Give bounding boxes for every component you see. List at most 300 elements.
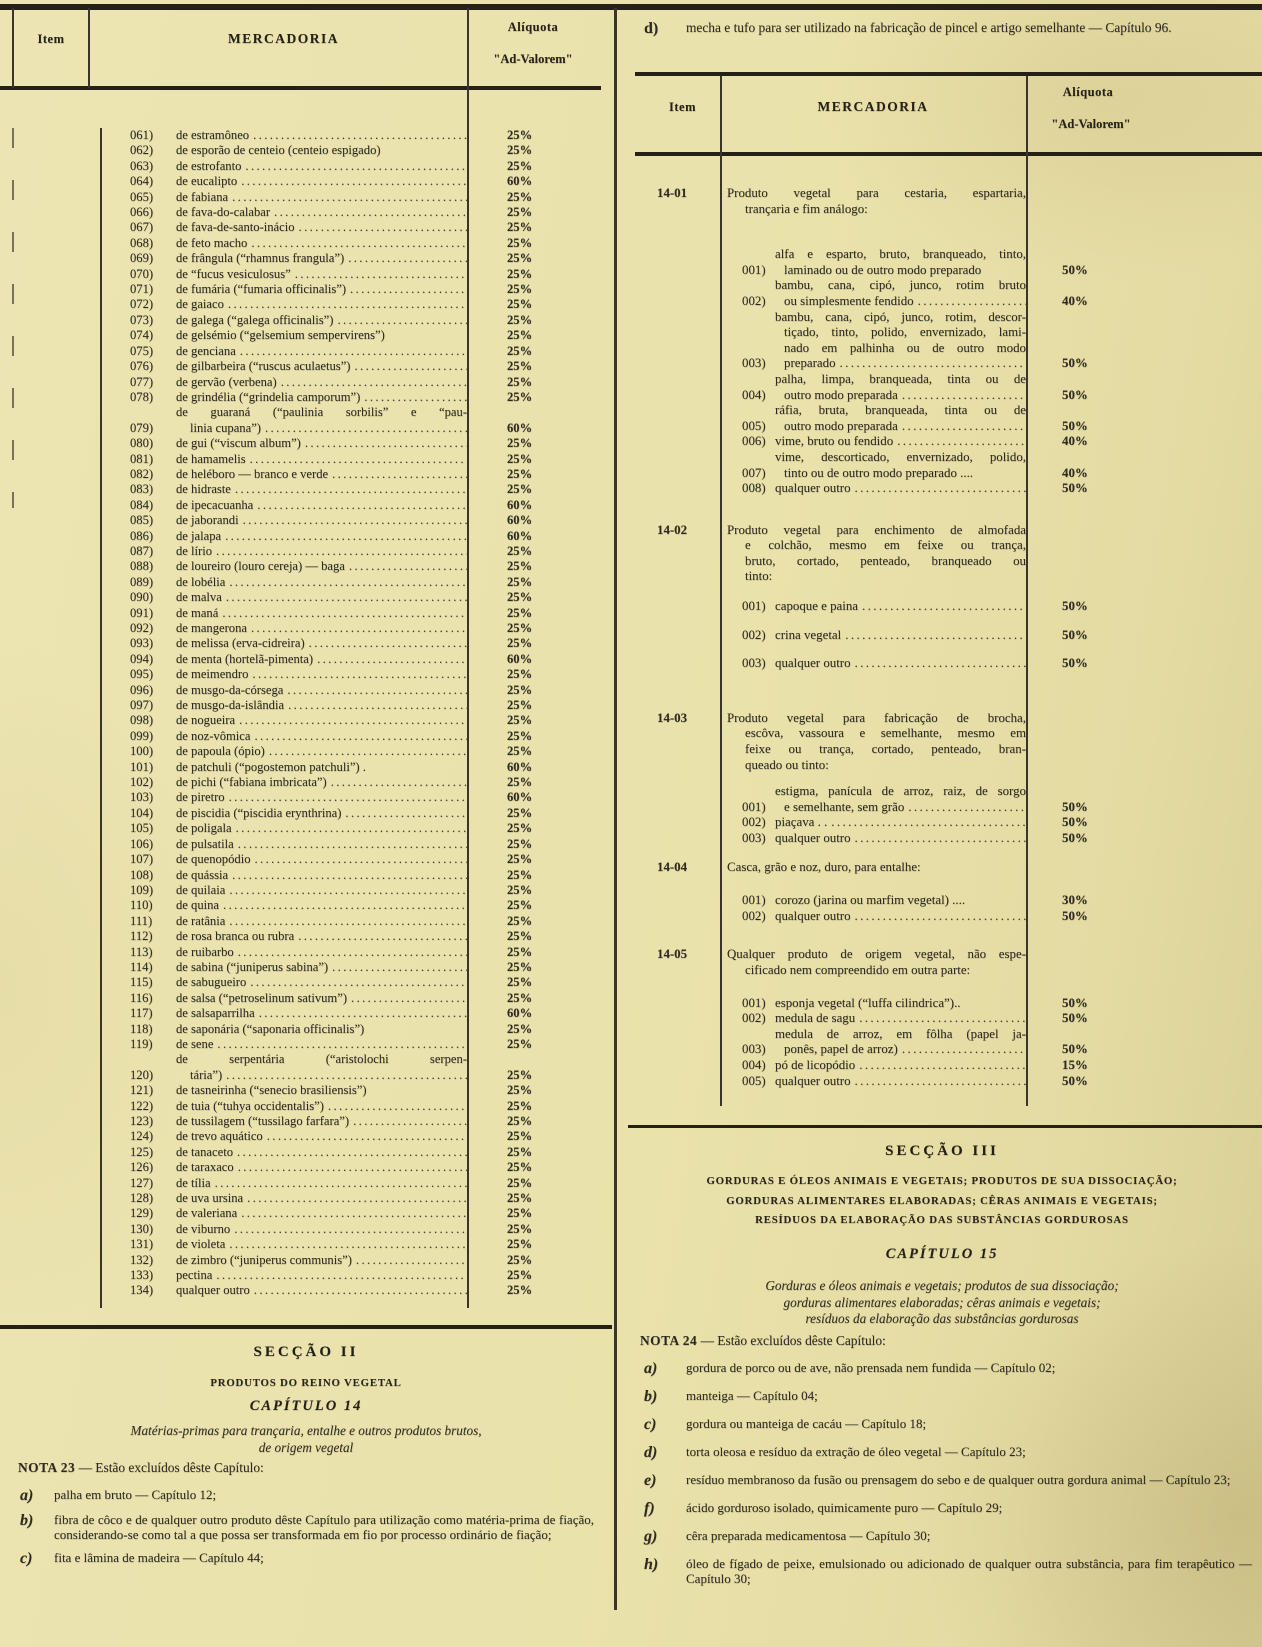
row-number: 078) (130, 389, 154, 404)
row-label-line1: de guaraná (“paulinia sorbilis” e “pau- (176, 405, 467, 420)
row-rate: 25% (507, 1067, 533, 1082)
row-label-text: de melissa (erva-cidreira) (176, 636, 305, 651)
row-label-text: de mangerona (176, 621, 247, 635)
row-number: 131) (130, 1237, 154, 1252)
row-number: 110) (130, 898, 153, 913)
row-label (176, 1237, 467, 1252)
row-label-text: tária”) (190, 1067, 223, 1082)
table-row (100, 575, 597, 590)
row-label (176, 883, 467, 898)
table-row (100, 390, 597, 405)
row-label (176, 205, 467, 220)
row-rate: 25% (507, 605, 533, 620)
row-rate: 25% (507, 698, 533, 713)
row-label (775, 1011, 1026, 1027)
row-label-text: de tanaceto (176, 1144, 233, 1159)
row-label-line (176, 991, 467, 1006)
row-label-line (176, 159, 467, 174)
row-label-line (775, 1011, 1026, 1027)
row-label-text: de frângula (“rhamnus frangula”) (176, 251, 345, 266)
row-label-text: de hamamelis (176, 451, 246, 466)
row-label-text: de gervão (verbena) (176, 374, 277, 389)
row-label-text: qualquer outro (775, 831, 851, 845)
table-row (100, 1099, 597, 1114)
row-rate: 60% (507, 790, 533, 805)
rule-left-header-bottom (0, 86, 601, 90)
row-label (176, 1114, 467, 1129)
table-row (100, 1114, 597, 1129)
row-label-text: de piscidia (“piscidia erynthrina) (176, 805, 342, 820)
row-label (176, 159, 467, 174)
row-label (176, 636, 467, 651)
row-label-text: de papoula (ópio) (176, 744, 265, 759)
row-rate: 25% (507, 836, 533, 851)
description-line: Produto vegetal para fabricação de brocha, (727, 710, 1026, 725)
right-header-mercadoria: MERCADORIA (817, 99, 929, 114)
section2-title: SECÇÃO II (253, 1344, 359, 1360)
row-label-text: de patchuli (“pogostemon patchuli”) . (176, 759, 366, 774)
table-row (727, 1027, 1262, 1058)
row-label-text: de piretro (176, 790, 225, 805)
rule-top (0, 4, 1262, 10)
row-rate: 25% (507, 882, 533, 897)
dot-leader (277, 375, 467, 390)
row-rate: 50% (1062, 387, 1088, 402)
tariff-group (635, 186, 1262, 497)
row-rate: 25% (507, 1221, 533, 1236)
row-label-line (176, 375, 467, 390)
row-label-text: e semelhante, sem grão (784, 799, 905, 814)
nota24-text: — Estão excluídos dêste Capítulo: (700, 1333, 886, 1348)
row-label (176, 729, 467, 744)
left-header-mercadoria: MERCADORIA (228, 31, 339, 46)
row-label (176, 313, 467, 328)
note-letter: b) (644, 1388, 658, 1405)
row-number: 070) (130, 266, 154, 281)
row-label (176, 1222, 467, 1237)
dot-leader (851, 481, 1026, 497)
table-row (100, 344, 597, 359)
row-label-text: medula de sagu (775, 1011, 856, 1026)
row-number: 119) (130, 1036, 153, 1051)
row-label (176, 1253, 467, 1268)
dot-leader (234, 837, 467, 852)
row-rate: 50% (1062, 418, 1088, 433)
row-number: 003) (742, 831, 766, 845)
row-rate: 25% (507, 343, 533, 358)
row-label (176, 1099, 467, 1114)
row-label-line2 (176, 421, 467, 436)
note-text: manteiga — Capítulo 04; (686, 1388, 818, 1403)
dot-leader (261, 421, 467, 436)
dot-leader (233, 1145, 467, 1160)
row-rate: 25% (507, 621, 533, 635)
row-number: 064) (130, 174, 154, 189)
right-table-body (635, 186, 1262, 1115)
dot-leader (341, 806, 467, 821)
table-row (100, 1160, 597, 1175)
dot-leader (350, 359, 467, 374)
row-label-line (176, 1022, 467, 1037)
row-rate: 50% (1062, 656, 1088, 671)
row-label-text: de pulsatila (176, 836, 234, 851)
dot-leader (328, 960, 467, 975)
row-rate: 25% (507, 744, 533, 759)
row-label (176, 975, 467, 990)
row-label (775, 656, 1026, 672)
note-text: palha em bruto — Capítulo 12; (54, 1487, 217, 1502)
group-item-code: 14-05 (657, 947, 688, 962)
table-row (100, 760, 597, 775)
dot-leader (333, 313, 467, 328)
row-label (176, 652, 467, 667)
row-number: 129) (130, 1206, 154, 1221)
description-line: Produto vegetal para enchimento de almofada (727, 522, 1026, 537)
note-item (640, 1444, 1252, 1462)
table-row (727, 403, 1262, 434)
row-label (176, 1160, 467, 1175)
row-label-line (176, 636, 467, 651)
note-letter: d) (644, 1444, 658, 1461)
table-row (100, 790, 597, 805)
row-number: 002) (742, 815, 766, 830)
row-label-line (775, 996, 1026, 1012)
row-number: 002) (742, 627, 766, 642)
row-label-text: de noz-vômica (176, 728, 251, 743)
row-rate: 25% (507, 574, 533, 589)
row-label-text: crina vegetal (775, 627, 842, 642)
table-row (100, 328, 597, 343)
row-number: 093) (130, 636, 154, 651)
row-rate: 25% (507, 852, 533, 867)
row-label-text: de salsa (“petroselinum sativum”) (176, 990, 348, 1005)
row-rate: 25% (507, 297, 533, 312)
row-label (775, 1074, 1026, 1090)
row-label (176, 513, 467, 528)
row-number: 111) (130, 913, 153, 928)
row-number: 104) (130, 805, 154, 820)
row-rate: 25% (507, 559, 533, 574)
subtitle-line: gorduras alimentares elaboradas; cêras animais e vegetais; (783, 1294, 1101, 1310)
row-rate: 50% (1062, 995, 1088, 1010)
row-label (176, 760, 467, 775)
table-row (100, 1253, 597, 1268)
left-header-item: Item (37, 32, 65, 46)
row-label-text: de sene (176, 1036, 214, 1051)
row-label (176, 467, 467, 482)
group-item-code: 14-02 (657, 522, 688, 537)
row-label (176, 282, 467, 297)
group-description (727, 711, 1026, 773)
row-number: 090) (130, 590, 154, 605)
row-rate: 25% (507, 328, 533, 343)
note-letter: c) (644, 1416, 657, 1433)
row-label-line (176, 760, 467, 775)
row-label-line (176, 975, 467, 990)
table-row (100, 852, 597, 867)
dot-leader (851, 909, 1026, 925)
description-line: feixe ou trança, cortado, penteado, bran- (745, 742, 1026, 757)
row-label-line (176, 868, 467, 883)
dot-leader (251, 852, 468, 867)
note-letter: d) (644, 20, 659, 37)
row-label-text: corozo (jarina ou marfim vegetal) .... (775, 893, 966, 908)
row-rate: 50% (1062, 1073, 1088, 1088)
row-number: 124) (130, 1129, 154, 1144)
row-label-line: bambu, cana, cipó, junco, rotim bruto (775, 278, 1026, 293)
note-letter: f) (644, 1500, 655, 1517)
row-label-text: qualquer outro (775, 656, 851, 671)
table-row (100, 1283, 597, 1298)
row-rate: 25% (507, 128, 533, 142)
row-label-text: qualquer outro (176, 1283, 250, 1298)
table-row (100, 729, 597, 744)
table-row (100, 359, 597, 374)
description-line: e colchão, mesmo em feixe ou trança, (745, 538, 1026, 553)
row-label-line (176, 205, 467, 220)
table-row (100, 683, 597, 698)
row-label-text: de valeriana (176, 1206, 238, 1221)
row-label-line (176, 190, 467, 205)
row-label-text: de tasneirinha (“senecio brasiliensis”) (176, 1083, 367, 1098)
dot-leader (283, 683, 467, 698)
row-rate: 25% (507, 282, 533, 297)
row-label-line: medula de arroz, em fôlha (papel ja- (775, 1026, 1026, 1041)
right-header-item: Item (669, 100, 696, 114)
row-number: 003) (742, 1042, 766, 1057)
row-label-line: alfa e esparto, bruto, branqueado, tinto, (775, 247, 1026, 262)
row-label-text: de violeta (176, 1237, 226, 1252)
table-row (100, 205, 597, 220)
table-row (100, 775, 597, 790)
table-row (100, 1268, 597, 1283)
row-label-line (176, 729, 467, 744)
table-row (727, 278, 1262, 309)
row-label-line (775, 893, 1026, 909)
dot-leader (228, 868, 467, 883)
row-label-text: pó de licopódio (775, 1057, 856, 1072)
row-label (176, 945, 467, 960)
rule-right-header-bottom (635, 152, 1262, 156)
row-number: 061) (130, 128, 154, 142)
table-row (727, 784, 1262, 815)
note-item (640, 1528, 1252, 1546)
row-label-line (775, 388, 1026, 404)
row-label (775, 372, 1026, 403)
row-rate: 25% (507, 590, 533, 605)
row-label-line (176, 1268, 467, 1283)
row-label-line (176, 590, 467, 605)
row-label-line (176, 914, 467, 929)
row-label (176, 436, 467, 451)
row-rate: 25% (507, 1083, 533, 1098)
row-number: 105) (130, 821, 154, 836)
row-label (176, 1037, 467, 1052)
row-number: 116) (130, 990, 153, 1005)
row-rate: 50% (1062, 799, 1088, 814)
row-number: 120) (130, 1067, 154, 1082)
row-label-text: de gui (“viscum album”) (176, 436, 301, 451)
row-rate: 60% (507, 420, 533, 435)
row-label-line (176, 1037, 467, 1052)
description-line: trançaria e fim análogo: (745, 201, 868, 216)
row-number: 115) (130, 975, 153, 990)
row-number: 133) (130, 1268, 154, 1283)
row-label (176, 1191, 467, 1206)
row-number: 128) (130, 1191, 154, 1206)
dot-leader (231, 482, 467, 497)
row-rate: 25% (507, 821, 533, 836)
note-letter: c) (20, 1549, 33, 1567)
row-label-line (775, 831, 1026, 847)
row-number: 085) (130, 513, 154, 528)
table-row (100, 436, 597, 451)
note-item (16, 1550, 594, 1568)
dot-leader (858, 599, 1026, 615)
group-description (727, 186, 1026, 217)
section3-title: SECÇÃO III (885, 1143, 999, 1159)
row-number: 077) (130, 374, 154, 389)
table-row (100, 544, 597, 559)
dot-leader (237, 174, 467, 189)
row-label-line (176, 1083, 467, 1098)
row-label-line (176, 282, 467, 297)
dot-leader (327, 775, 467, 790)
dot-leader (360, 390, 467, 405)
table-row (100, 313, 597, 328)
row-label (176, 1206, 467, 1221)
row-rate: 25% (507, 1268, 533, 1283)
subtitle-line: Gorduras e óleos animais e vegetais; produtos de sua dissociação; (765, 1278, 1119, 1293)
row-label (176, 1129, 467, 1144)
row-label (775, 893, 1026, 909)
row-number: 130) (130, 1221, 154, 1236)
dot-leader (898, 388, 1026, 404)
note-letter: a) (644, 1360, 658, 1377)
row-label-line (176, 297, 467, 312)
row-label-text: vime, bruto ou fendido (775, 434, 894, 449)
row-label-line: bambu, cana, cipó, junco, rotim, descor- (775, 309, 1026, 324)
row-label-line (176, 667, 467, 682)
row-label (775, 831, 1026, 847)
row-number: 122) (130, 1098, 154, 1113)
row-rate: 25% (507, 312, 533, 327)
row-number: 121) (130, 1083, 154, 1098)
row-label (775, 247, 1026, 278)
row-rate: 25% (507, 1252, 533, 1267)
table-row (727, 247, 1262, 278)
table-row (100, 128, 597, 143)
table-row (100, 590, 597, 605)
note-item (640, 1416, 1252, 1434)
table-row (100, 1176, 597, 1191)
top-note (640, 20, 1252, 48)
row-label-line (176, 837, 467, 852)
row-label-text: de pichi (“fabiana imbricata”) (176, 775, 327, 790)
row-label-text: de zimbro (“juniperus communis”) (176, 1252, 352, 1267)
dot-leader (249, 128, 467, 143)
table-row (100, 190, 597, 205)
dot-leader (904, 800, 1026, 816)
dot-leader (246, 452, 467, 467)
dot-leader (898, 1042, 1026, 1058)
row-label-line (775, 263, 1026, 279)
row-number: 102) (130, 775, 154, 790)
dot-leader (213, 1037, 467, 1052)
group-description (727, 947, 1026, 978)
row-label-text: piaçava . . (775, 815, 828, 830)
row-label-line (176, 960, 467, 975)
row-rate: 25% (507, 1114, 533, 1128)
row-label-line (176, 251, 467, 266)
row-label-line (176, 744, 467, 759)
row-rate: 25% (507, 436, 533, 451)
row-number: 107) (130, 852, 154, 867)
row-number: 103) (130, 790, 154, 805)
section2-caps: PRODUTOS DO REINO VEGETAL (210, 1377, 402, 1389)
row-label (775, 403, 1026, 434)
row-rate: 25% (507, 990, 533, 1005)
table-row (100, 713, 597, 728)
row-label-text: de eucalipto (176, 174, 238, 189)
row-label (176, 821, 467, 836)
row-label (176, 713, 467, 728)
row-number: 079) (130, 420, 154, 435)
row-number: 066) (130, 205, 154, 220)
row-number: 003) (742, 356, 766, 371)
row-label (775, 996, 1026, 1012)
dot-leader (225, 914, 467, 929)
row-number: 001) (742, 893, 766, 908)
note-text: gordura ou manteiga de cacáu — Capítulo 18; (686, 1416, 927, 1431)
row-rate: 25% (507, 543, 533, 558)
table-row (100, 452, 597, 467)
row-rate: 15% (1062, 1057, 1088, 1072)
row-label-text: de sabina (“juniperus sabina”) (176, 959, 329, 974)
row-label-text: outro modo preparada (784, 418, 898, 433)
group-body (727, 947, 1262, 1089)
row-rate: 25% (507, 158, 533, 173)
dot-leader (222, 590, 467, 605)
row-label-line (176, 498, 467, 513)
row-rate: 50% (1062, 1011, 1088, 1026)
row-rate: 60% (507, 759, 533, 774)
row-label-text: de jaborandi (176, 513, 239, 528)
row-label-line (775, 419, 1026, 435)
row-number: 001) (742, 799, 766, 814)
description-line: Qualquer produto de origem vegetal, não espe- (727, 947, 1026, 962)
dot-leader (284, 698, 467, 713)
row-number: 083) (130, 482, 154, 497)
dot-leader (349, 1114, 467, 1129)
section3-caps (628, 1172, 1256, 1231)
dot-leader (294, 929, 467, 944)
row-rate: 40% (1062, 434, 1088, 449)
row-label-text: de jalapa (176, 528, 222, 543)
table-row (100, 529, 597, 544)
caps-line: GORDURAS E ÓLEOS ANIMAIS E VEGETAIS; PRODUTOS DE SUA DISSOCIAÇÃO; (706, 1175, 1178, 1187)
table-row (100, 652, 597, 667)
left-item-divider-header (88, 8, 90, 88)
table-row (100, 929, 597, 944)
row-label (176, 359, 467, 374)
row-number: 084) (130, 497, 154, 512)
row-label (176, 128, 467, 143)
table-row (100, 975, 597, 990)
row-rate: 50% (1062, 831, 1088, 845)
row-number: 134) (130, 1283, 154, 1298)
row-label-line (176, 559, 467, 574)
